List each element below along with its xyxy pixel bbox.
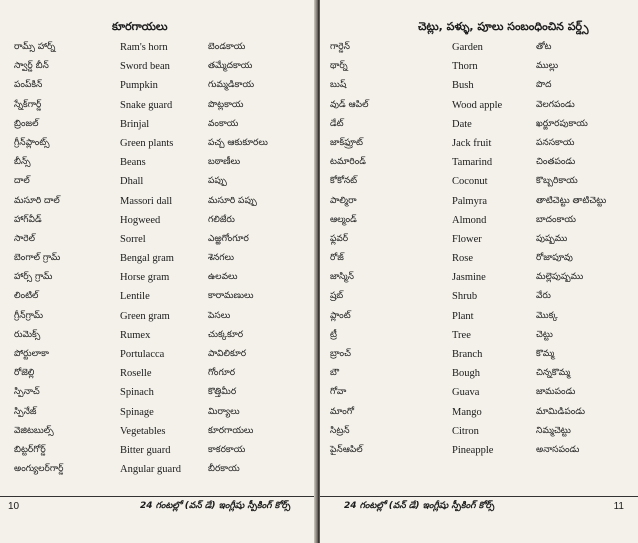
telugu-transliteration: స్పినేజ్ [14,406,37,417]
telugu-meaning: పెసలు [208,310,231,321]
list-item [320,328,638,347]
telugu-transliteration: గార్డెన్ [330,42,350,52]
telugu-meaning: గలిజేరు [208,214,235,225]
telugu-meaning: మిర్యాలు [208,406,240,417]
telugu-transliteration: జాక్‌ఫ్రూట్ [330,137,363,148]
english-word: Bitter guard [120,444,171,456]
telugu-transliteration: వెజిటబుల్స్ [14,425,54,436]
english-word: Vegetables [120,425,166,437]
telugu-meaning: మామిడిపండు [536,406,586,417]
english-word: Tamarind [452,157,493,169]
telugu-transliteration: ట్రీ [330,329,337,340]
english-word: Bough [452,368,481,380]
list-item [0,405,316,424]
telugu-meaning: మొక్క [536,310,558,321]
right-page [320,0,638,543]
list-item [0,232,316,251]
english-word: Jasmine [452,272,486,284]
telugu-transliteration: బుష్ [330,80,347,91]
english-word: Green plants [120,137,174,149]
english-word: Sword bean [120,61,170,73]
telugu-meaning: బెండకాయ [208,42,246,52]
english-word: Ram's horn [120,42,168,53]
list-item [0,98,316,117]
telugu-meaning: పావిలికూర [208,349,247,359]
telugu-meaning: పనసకాయ [536,137,575,148]
list-item [0,194,316,213]
list-item [0,366,316,385]
telugu-transliteration: గోవా [330,387,347,398]
list-item [0,289,316,308]
telugu-meaning: మసూరి పప్పు [208,195,257,206]
telugu-meaning: పప్పు [208,176,227,187]
english-word: Dhall [120,176,144,188]
telugu-meaning: పొద [536,80,552,91]
english-word: Palmyra [452,195,487,207]
telugu-meaning: కొమ్మ [536,349,555,359]
telugu-transliteration: అంగ్యులర్‌గార్డ్ [14,464,64,475]
english-word: Bengal gram [120,253,174,265]
telugu-transliteration: మసూరి దాల్ [14,195,60,206]
telugu-transliteration: స్నేక్‌గార్డ్ [14,99,42,110]
english-word: Green gram [120,310,170,322]
list-item [320,213,638,232]
list-item [320,232,638,251]
english-word: Almond [452,214,487,226]
telugu-meaning: జామపండు [536,387,576,398]
list-item [320,40,638,59]
list-item [0,328,316,347]
telugu-meaning: వేరు [536,291,551,302]
list-item [0,462,316,481]
telugu-transliteration: గ్రీన్‌ప్లాంట్స్ [14,137,50,148]
list-item [0,385,316,404]
list-item [0,309,316,328]
list-item [0,424,316,443]
list-item [0,59,316,78]
english-word: Thorn [452,61,478,73]
telugu-transliteration: రోజెల్లి [14,368,35,379]
telugu-transliteration: హాగ్‌వీడ్ [14,214,42,225]
list-item [320,136,638,155]
english-word: Rose [452,253,473,265]
list-item [0,136,316,155]
telugu-meaning: చుక్కకూర [208,329,244,340]
telugu-transliteration: మాంగో [330,406,355,417]
list-item [320,309,638,328]
english-word: Sorrel [120,233,146,245]
english-word: Lentile [120,291,150,303]
english-word: Beans [120,157,146,169]
list-item [0,270,316,289]
telugu-transliteration: స్పినాచ్ [14,387,40,398]
telugu-transliteration: దాల్ [14,176,30,187]
english-word: Date [452,118,472,130]
telugu-meaning: వంకాయ [208,118,239,129]
list-item [320,424,638,443]
telugu-transliteration: స్వార్డ్ బీన్ [14,61,49,72]
telugu-transliteration: ఫ్లవర్ [330,233,349,244]
list-item [320,117,638,136]
telugu-transliteration: ఆల్మండ్ [330,214,357,225]
english-word: Brinjal [120,118,150,130]
list-item [320,443,638,462]
list-item [320,289,638,308]
telugu-meaning: కూరగాయలు [208,425,254,436]
telugu-transliteration: టమారిండ్ [330,157,366,168]
telugu-transliteration: పోర్టులాకా [14,349,49,359]
telugu-meaning: తమ్మేదకాయ [208,61,253,72]
page-number: 11 [613,501,624,512]
telugu-meaning: చెట్టు [536,329,553,340]
english-word: Portulacca [120,349,165,360]
list-item [320,385,638,404]
telugu-meaning: తోట [536,42,552,52]
telugu-meaning: ముల్లు [536,61,559,72]
english-word: Hogweed [120,214,161,226]
telugu-transliteration: హార్స్ గ్రామ్ [14,272,53,283]
telugu-meaning: నిమ్మచెట్టు [536,425,571,436]
telugu-transliteration: పంప్‌కిన్ [14,80,43,91]
english-word: Rumex [120,329,151,341]
telugu-meaning: కొత్తిమీర [208,387,237,398]
english-word: Spinach [120,387,154,399]
telugu-meaning: చిన్నకొమ్మ [536,368,571,379]
list-item [320,366,638,385]
telugu-transliteration: ష్రబ్ [330,291,344,302]
telugu-meaning: ఉలవలు [208,272,238,283]
telugu-transliteration: పాల్మిరా [330,195,357,206]
telugu-meaning: కాకరకాయ [208,444,246,455]
telugu-transliteration: థార్న్ [330,61,348,72]
list-item [0,347,316,366]
telugu-transliteration: బౌ [330,368,340,379]
english-word: Shrub [452,291,478,303]
english-word: Massori dall [120,195,173,207]
english-word: Guava [452,387,480,399]
english-word: Angular guard [120,464,181,476]
left-page [0,0,316,543]
page-footer [0,496,316,517]
telugu-transliteration: కోకోనట్ [330,176,358,187]
english-word: Coconut [452,176,488,188]
list-item [0,251,316,270]
telugu-meaning: వెలగపండు [536,99,575,110]
english-word: Citron [452,425,479,437]
telugu-meaning: బీరకాయ [208,464,240,475]
english-word: Plant [452,310,474,322]
telugu-meaning: శెనగలు [208,253,235,264]
list-item [0,443,316,462]
telugu-transliteration: బీన్స్ [14,157,31,168]
english-word: Snake guard [120,99,173,111]
list-item [0,40,316,59]
english-word: Roselle [120,368,152,380]
list-item [0,213,316,232]
vocabulary-list [320,40,638,462]
list-item [320,194,638,213]
telugu-meaning: మల్లెపుష్పము [536,272,584,283]
telugu-transliteration: బ్రింజల్ [14,118,39,129]
telugu-transliteration: బ్రాంచ్ [330,349,351,359]
telugu-meaning: ఖర్జూరపుకాయ [536,118,588,129]
telugu-transliteration: ప్లాంట్ [330,310,351,321]
page-footer [320,496,638,517]
vocabulary-list [0,40,316,481]
page-number: 10 [8,501,20,512]
english-word: Horse gram [120,272,170,284]
list-item [0,155,316,174]
list-item [320,347,638,366]
book-title: 24 గంటల్లో (వన్ డే) ఇంగ్లీషు స్పీకింగ్ కోర్స్ [140,501,291,511]
telugu-meaning: ఎఱ్ఱగోంగూర [208,233,249,244]
list-item [320,98,638,117]
telugu-meaning: పుష్పము [536,233,568,244]
telugu-meaning: కొబ్బరికాయ [536,176,578,187]
telugu-transliteration: పైన్‌ఆపిల్ [330,444,363,455]
telugu-transliteration: లింటిల్ [14,291,39,302]
telugu-transliteration: రుమెక్స్ [14,329,41,340]
english-word: Garden [452,42,483,53]
list-item [0,117,316,136]
telugu-meaning: తాటిచెట్టు తాటిచెట్టు [536,195,607,206]
list-item [320,405,638,424]
english-word: Tree [452,329,471,341]
telugu-meaning: బఠాణీలు [208,157,241,168]
telugu-meaning: పొట్లకాయ [208,99,244,110]
list-item [320,174,638,193]
telugu-meaning: కారామణులు [208,291,254,302]
english-word: Pumpkin [120,80,158,92]
english-word: Branch [452,349,483,360]
english-word: Jack fruit [452,137,492,149]
telugu-meaning: చింతపండు [536,157,576,168]
english-word: Wood apple [452,99,503,111]
page-heading: కూరగాయలు [112,20,168,33]
page-heading: చెట్లు, పళ్ళు, పూలు సంబంధించిన పర్డ్స్ [418,20,589,33]
telugu-meaning: పచ్చ ఆకుకూరలు [208,137,268,148]
telugu-meaning: గుమ్మడికాయ [208,80,255,91]
telugu-transliteration: డేట్ [330,118,344,129]
english-word: Flower [452,233,482,245]
telugu-transliteration: బిట్టర్‌గోర్డ్ [14,444,46,455]
telugu-transliteration: సిట్రన్ [330,425,350,436]
list-item [320,155,638,174]
list-item [0,78,316,97]
list-item [320,270,638,289]
list-item [0,174,316,193]
telugu-meaning: రోజాపూవు [536,253,573,264]
english-word: Spinage [120,406,154,418]
list-item [320,251,638,270]
telugu-transliteration: వుడ్ ఆపిల్ [330,99,369,110]
telugu-transliteration: రామ్స్ హార్న్ [14,42,56,52]
telugu-meaning: గోంగూర [208,368,236,379]
book-title: 24 గంటల్లో (వన్ డే) ఇంగ్లీషు స్పీకింగ్ కోర్స్ [344,501,495,511]
list-item [320,78,638,97]
list-item [320,59,638,78]
telugu-meaning: బాదంకాయ [536,214,576,225]
english-word: Mango [452,406,482,418]
telugu-transliteration: బెంగాల్ గ్రామ్ [14,253,61,264]
telugu-transliteration: రోజ్ [330,253,344,264]
english-word: Bush [452,80,474,92]
english-word: Pineapple [452,444,494,456]
telugu-transliteration: గ్రీన్‌గ్రామ్ [14,310,44,321]
telugu-meaning: అనాసపండు [536,444,580,455]
telugu-transliteration: సారెల్ [14,233,35,244]
telugu-transliteration: జాస్మిన్ [330,272,354,283]
